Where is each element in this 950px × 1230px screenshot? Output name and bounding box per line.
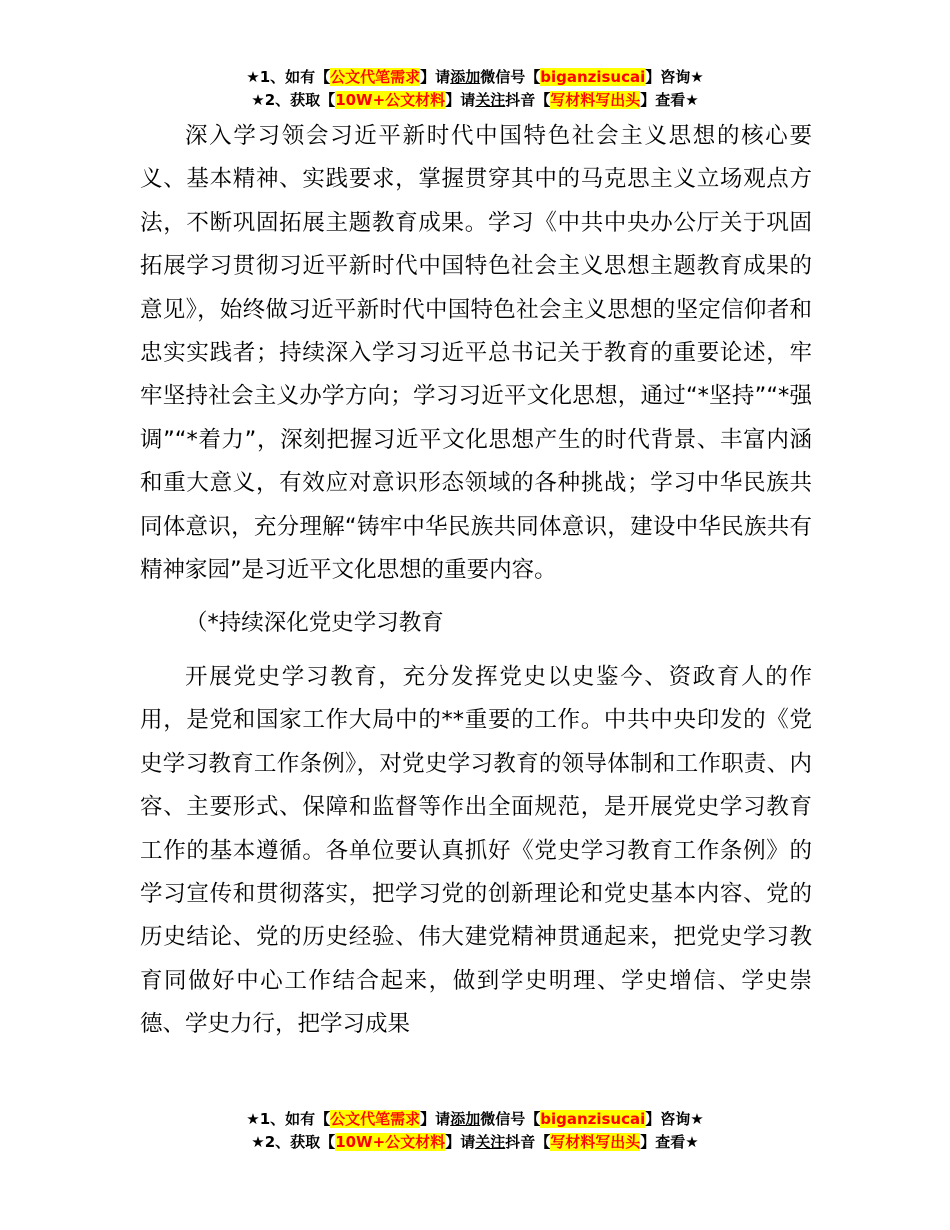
paragraph-1: 深入学习领会习近平新时代中国特色社会主义思想的核心要义、基本精神、实践要求，掌握贯穿其中的马克思主义立场观点方法，不断巩固拓展主题教育成果。学习《中共中央办公厅关于巩固拓展学习贯彻习近平新时代中国特色社会主义思想主题教育成果的意见》，始终做习近平新时代中国特色社会主义思想的坚定信仰者和忠实实践者；持续深入学习习近平总书记关于教育的重要论述，牢牢坚持社会主义办学方向；学习习近平文化思想，通过“*坚持”“*强调”“*着力”，深刻把握习近平文化思想产生的时代背景、丰富内涵和重大意义，有效应对意识形态领域的各种挑战；学习中华民族共同体意识，充分理解“铸牢中华民族共同体意识，建设中华民族共有精神家园”是习近平文化思想的重要内容。 xyxy=(140,123,812,584)
banner-text: ★1、如有【 xyxy=(246,68,331,86)
banner-text: 抖音【 xyxy=(505,1133,551,1151)
banner-highlight-wechat-id: biganzisucai xyxy=(540,1110,646,1128)
document-body xyxy=(140,115,812,1047)
banner-text: 】请 xyxy=(445,91,476,109)
banner-line-2 xyxy=(0,1131,950,1154)
banner-text: 】咨询★ xyxy=(645,68,704,86)
banner-highlight-douyin-id: 写材料写出头 xyxy=(550,1133,641,1151)
banner-text: 】咨询★ xyxy=(645,1110,704,1128)
banner-text: ★1、如有【 xyxy=(246,1110,331,1128)
footer-banner xyxy=(0,1108,950,1154)
banner-text: 】请 xyxy=(445,1133,476,1151)
banner-text: ★2、获取【 xyxy=(251,91,336,109)
banner-text: 】请 xyxy=(420,1110,451,1128)
banner-text: 抖音【 xyxy=(505,91,551,109)
banner-text: 微信号【 xyxy=(480,68,541,86)
banner-highlight-service: 公文代笔需求 xyxy=(330,1110,421,1128)
banner-line-1 xyxy=(0,66,950,89)
banner-underlined-text: 添加 xyxy=(450,68,481,86)
banner-highlight-service: 公文代笔需求 xyxy=(330,68,421,86)
banner-line-1 xyxy=(0,1108,950,1131)
banner-highlight-materials: 10W+公文材料 xyxy=(335,91,446,109)
paragraph-2: 开展党史学习教育，充分发挥党史以史鉴今、资政育人的作用，是党和国家工作大局中的**重要的工作。中共中央印发的《党史学习教育工作条例》，对党史学习教育的领导体制和工作职责、内容、主要形式、保障和监督等作出全面规范，是开展党史学习教育工作的基本遵循。各单位要认真抓好《党史学习教育工作条例》的学习宣传和贯彻落实，把学习党的创新理论和党史基本内容、党的历史结论、党的历史经验、伟大建党精神贯通起来，把党史学习教育同做好中心工作结合起来，做到学史明理、学史增信、学史崇德、学史力行，把学习成果 xyxy=(140,663,812,1038)
banner-underlined-text: 添加 xyxy=(450,1110,481,1128)
banner-underlined-text: 关注 xyxy=(475,1133,506,1151)
banner-text: 微信号【 xyxy=(480,1110,541,1128)
banner-highlight-materials: 10W+公文材料 xyxy=(335,1133,446,1151)
section-heading: （*持续深化党史学习教育 xyxy=(185,610,444,637)
banner-line-2 xyxy=(0,89,950,112)
banner-highlight-douyin-id: 写材料写出头 xyxy=(550,91,641,109)
banner-text: ★2、获取【 xyxy=(251,1133,336,1151)
banner-text: 】查看★ xyxy=(640,91,699,109)
banner-text: 】查看★ xyxy=(640,1133,699,1151)
banner-text: 】请 xyxy=(420,68,451,86)
banner-highlight-wechat-id: biganzisucai xyxy=(540,68,646,86)
banner-underlined-text: 关注 xyxy=(475,91,506,109)
header-banner xyxy=(0,66,950,112)
